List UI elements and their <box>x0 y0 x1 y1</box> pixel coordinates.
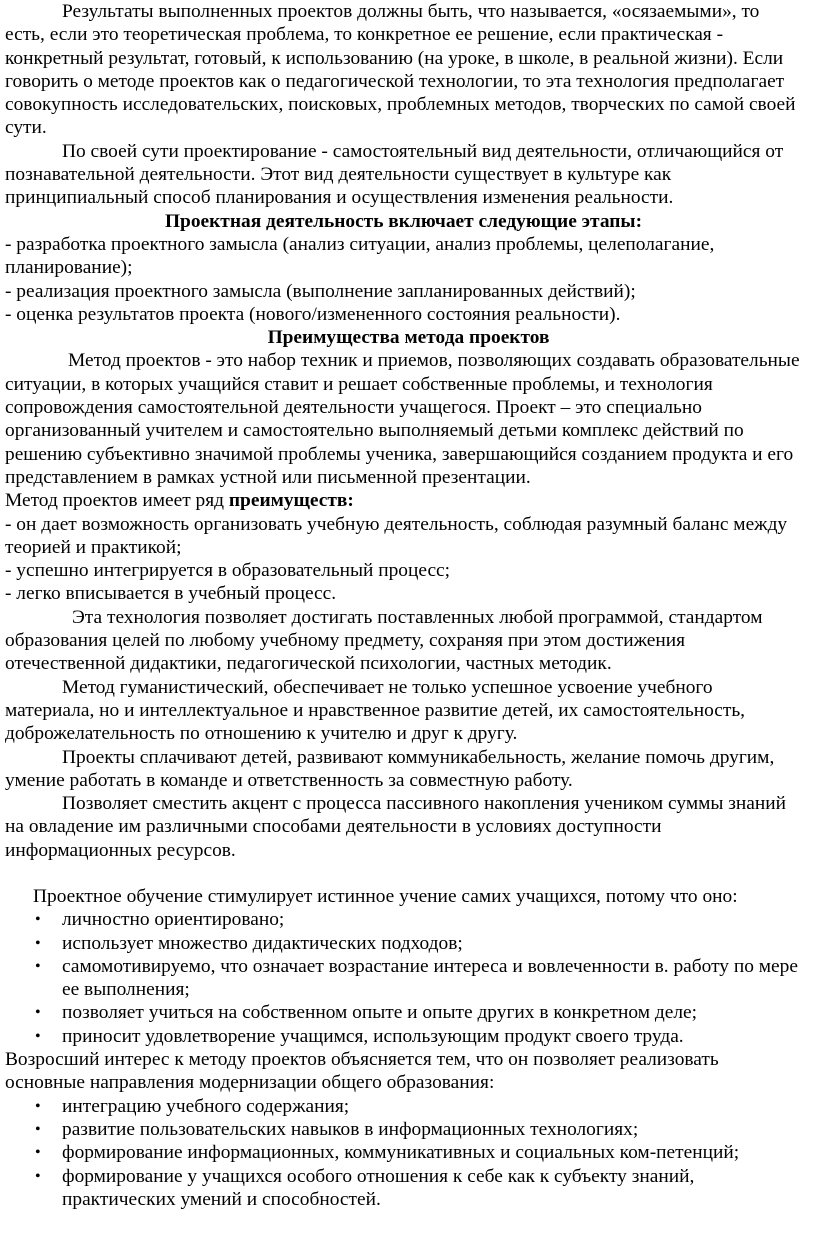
list-item: • интеграцию учебного содержания; <box>62 1095 802 1118</box>
spacer <box>5 862 802 885</box>
paragraph-accent: Позволяет сместить акцент с процесса пассивного накопления учеником суммы знаний на овладение им различными способами деятельности в условиях доступности информационных ресурсов. <box>5 793 787 861</box>
list-item: • использует множество дидактических подходов; <box>62 932 802 955</box>
heading-stages: Проектная деятельность включает следующие этапы: <box>164 210 643 232</box>
list-item: • формирование информационных, коммуникативных и социальных ком-петенций; <box>62 1141 802 1164</box>
advantage-item: - он дает возможность организовать учебную деятельность, соблюдая разумный баланс между теорией и практикой; <box>5 513 788 558</box>
stage-item: - разработка проектного замысла (анализ ситуации, анализ проблемы, целеполагание, планирование); <box>5 233 715 279</box>
heading-advantages: Преимущества метода проектов <box>267 327 550 349</box>
advantage-item: - легко вписывается в учебный процесс. <box>5 583 337 605</box>
paragraph-teamwork: Проекты сплачивают детей, развивают коммуникабельность, желание помочь другим, умение работать в команде и ответственность за совместную работу. <box>5 746 775 791</box>
list-item: • формирование у учащихся особого отношения к себе как к субъекту знаний, практических умений и способностей. <box>62 1165 802 1212</box>
list-item: • позволяет учиться на собственном опыте и опыте других в конкретном деле; <box>62 1001 802 1024</box>
list-directions <box>5 1095 802 1211</box>
list-item: • развитие пользовательских навыков в информационных технологиях; <box>62 1118 802 1141</box>
advantages-lead-text: Метод проектов имеет ряд <box>5 490 229 512</box>
paragraph-humanistic: Метод гуманистический, обеспечивает не только успешное усвоение учебного материала, но и интеллектуальное и нравственное развитие детей, их самостоятельность, доброжелательность по отношению к учителю и друг к другу. <box>5 676 746 745</box>
list-reasons <box>5 908 802 1048</box>
list-item: • личностно ориентировано; <box>62 908 802 931</box>
paragraph-project-learning: Проектное обучение стимулирует истинное учение самих учащихся, потому что оно: <box>33 885 738 907</box>
paragraph-interest: Возросший интерес к методу проектов объясняется тем, что он позволяет реализовать основные направления модернизации общего образования: <box>5 1049 719 1094</box>
paragraph-designing: По своей сути проектирование - самостоятельный вид деятельности, отличающийся от познавательной деятельности. Этот вид деятельности существует в культуре как принципиальный способ планирования и осуществления изменения реальности. <box>5 140 784 209</box>
paragraph-advantages-lead <box>5 489 802 512</box>
stage-item: - оценка результатов проекта (нового/измененного состояния реальности). <box>5 303 621 325</box>
list-item: • приносит удовлетворение учащимся, использующим продукт своего труда. <box>62 1025 802 1048</box>
paragraph-method-definition: Метод проектов - это набор техник и приемов, позволяющих создавать образовательные ситуации, в которых учащийся ставит и решает собственные проблемы, и технология сопровождения самостоятельной деятельности учащегося. Проект – это специально организованный учителем и самостоятельно выполняемый детьми комплекс действий по решению субъективно значимой проблемы ученика, завершающийся созданием продукта и его представлением в рамках устной или письменной презентации. <box>5 350 800 488</box>
paragraph-technology: Эта технология позволяет достигать поставленных любой программой, стандартом образования целей по любому учебному предмету, сохраняя при этом достижения отечественной дидактики, педагогической психологии, частных методик. <box>5 606 763 675</box>
advantage-item: - успешно интегрируется в образовательный процесс; <box>5 560 451 582</box>
advantages-lead-bold: преимуществ: <box>228 490 354 512</box>
paragraph-results: Результаты выполненных проектов должны быть, что называется, «осязаемыми», то есть, если это теоретическая проблема, то конкретное ее решение, если практическая - конкретный результат, готовый, к использованию (на уроке, в школе, в реальной жизни). Если говорить о методе проектов как о педагогической технологии, то эта технология предполагает совокупность исследовательских, поисковых, проблемных методов, творческих по самой своей сути. <box>5 1 796 139</box>
stage-item: - реализация проектного замысла (выполнение запланированных действий); <box>5 280 636 302</box>
list-item: • самомотивируемо, что означает возрастание интереса и вовлеченности в. работу по мере ее выполнения; <box>62 955 802 1002</box>
